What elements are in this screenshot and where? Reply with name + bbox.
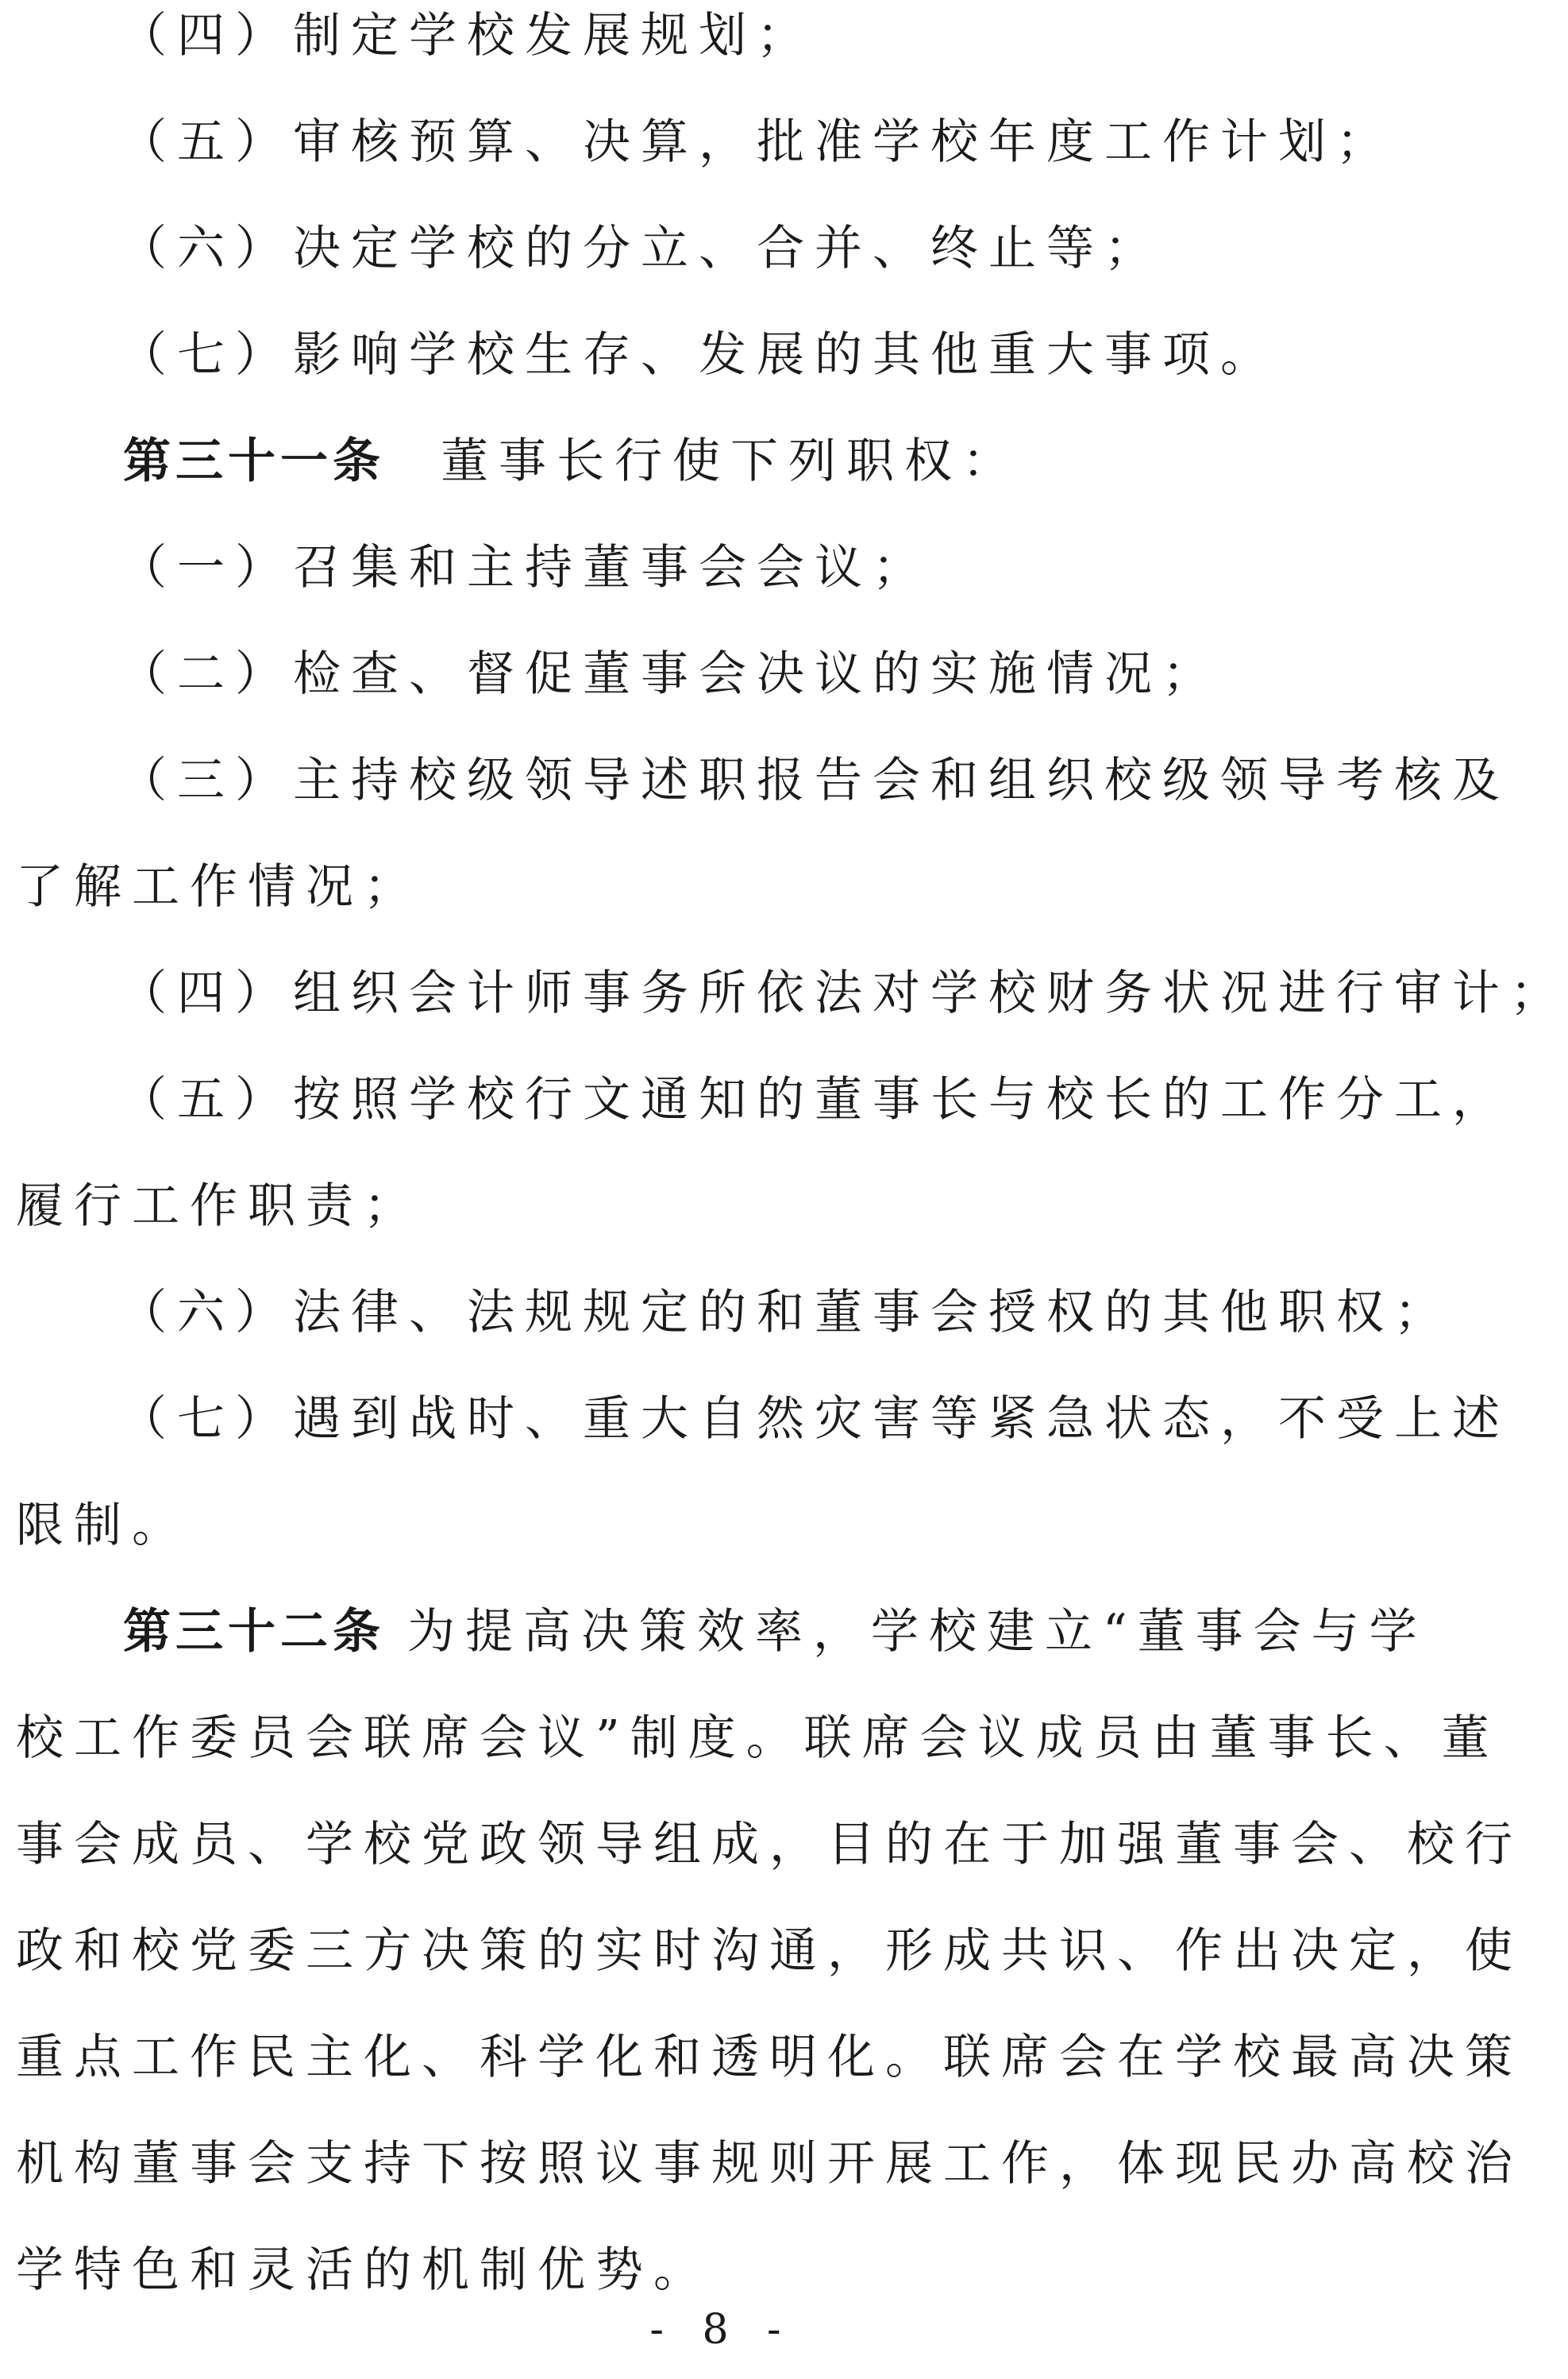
item-line: （六）决定学校的分立、合并、终止等； [119, 221, 1162, 276]
item-line: （五）按照学校行文通知的董事长与校长的工作分工， [119, 1072, 1510, 1128]
article-31-line [16, 408, 1413, 515]
article-32-line [16, 1579, 1427, 1685]
article-32-line: 事会成员、学校党政领导组成，目的在于加强董事会、校行 [16, 1817, 1523, 1872]
item-line: （七）影响学校生存、发展的其他重大事项。 [119, 327, 1278, 383]
article-32-title: 第三十二条 [123, 1604, 385, 1660]
page-number: - 8 - [649, 2306, 794, 2354]
item-line: （六）法律、法规规定的和董事会授权的其他职权； [119, 1285, 1452, 1340]
article-32-text: 为提高决策效率，学校建立“董事会与学 [407, 1604, 1427, 1660]
item-line: （五）审核预算、决算，批准学校年度工作计划； [119, 114, 1394, 170]
article-31-text: 董事长行使下列职权： [441, 434, 1020, 489]
article-32-line: 校工作委员会联席会议”制度。联席会议成员由董事长、董 [16, 1710, 1500, 1766]
article-32-line: 重点工作民主化、科学化和透明化。联席会在学校最高决策 [16, 2030, 1523, 2085]
item-continuation: 了解工作情况； [16, 859, 422, 915]
item-line: （四）组织会计师事务所依法对学校财务状况进行审计； [119, 966, 1568, 1021]
item-line: （一）召集和主持董事会会议； [119, 540, 930, 596]
article-32-line: 政和校党委三方决策的实时沟通，形成共识、作出决定，使 [16, 1923, 1523, 1979]
item-line: （七）遇到战时、重大自然灾害等紧急状态，不受上述 [119, 1391, 1510, 1447]
item-continuation: 履行工作职责； [16, 1178, 422, 1234]
item-line: （二）检查、督促董事会决议的实施情况； [119, 646, 1220, 702]
item-continuation: 限制。 [16, 1498, 190, 1553]
document-body [16, 0, 1568, 2323]
article-32-line: 机构董事会支持下按照议事规则开展工作，体现民办高校治 [16, 2136, 1523, 2192]
article-31-title: 第三十一条 [123, 434, 385, 489]
item-line: （四）制定学校发展规划； [119, 8, 815, 64]
item-line: （三）主持校级领导述职报告会和组织校级领导考核及 [119, 753, 1510, 808]
article-32-line: 学特色和灵活的机制优势。 [16, 2242, 711, 2298]
